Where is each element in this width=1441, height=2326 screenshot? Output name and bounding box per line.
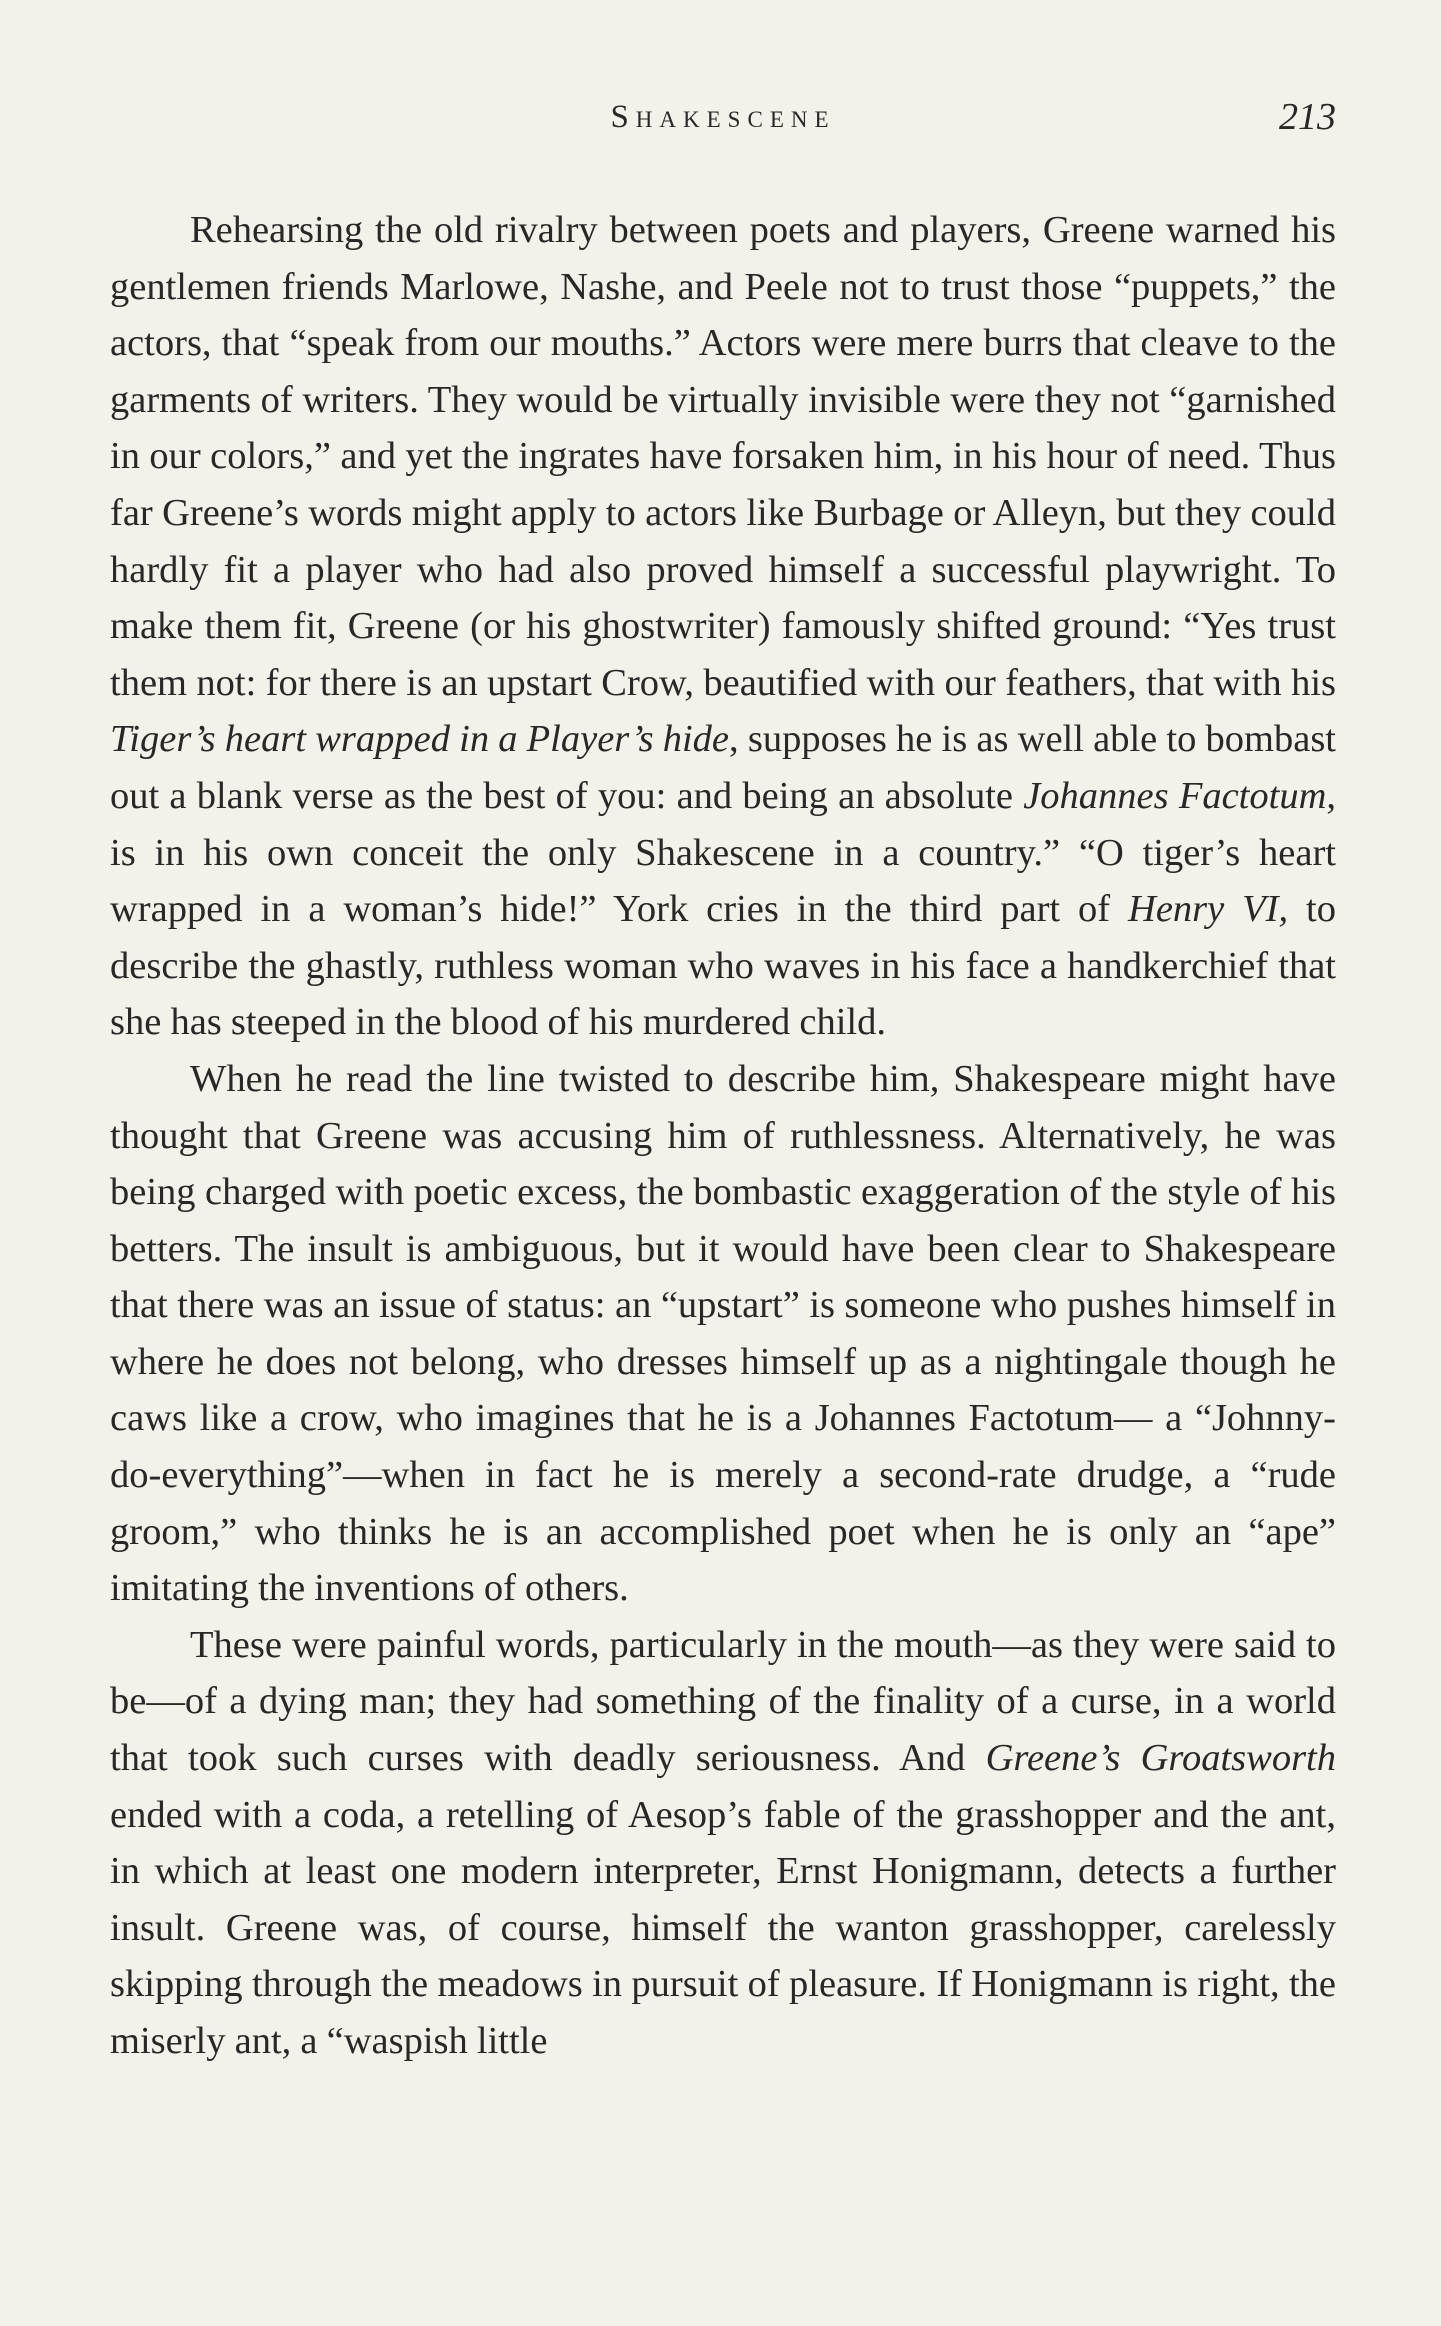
italic-run: Johannes Factotum — [1023, 774, 1327, 817]
italic-run: Greene’s Groatsworth — [985, 1737, 1336, 1780]
text-run: These were painful words, particularly in the mouth—as they were said to be—of a dying man; they had something of the finality of a curse, in a world that took such curses with deadly seriousness. And — [110, 1623, 1336, 1780]
italic-run: Henry VI, — [1128, 888, 1289, 931]
paragraph — [110, 1617, 1336, 2070]
running-title: Shakescene — [610, 99, 836, 135]
paragraph — [110, 1051, 1336, 1617]
text-run: ended with a coda, a retelling of Aesop’s fable of the grasshopper and the ant, in which at least one modern interpreter, Ernst Honigmann, detects a further insult. Greene was, of course, himself the wanton grasshopper, carelessly skipping through the meadows in pursuit of pleasure. If Honigmann is right, the miserly ant, a “waspish little — [110, 1793, 1336, 2062]
italic-run: Tiger’s heart wrapped in a Player’s hide — [110, 718, 730, 761]
paragraph — [110, 202, 1336, 1051]
body-text — [110, 202, 1336, 2070]
text-run: , supposes he is as well able to bombast out a blank verse as the best of you: and being an absolute — [110, 718, 1337, 817]
page-number: 213 — [1279, 96, 1336, 138]
text-run: to describe the ghastly, ruthless woman who waves in his face a handkerchief that she has steeped in the blood of his murdered child. — [110, 888, 1336, 1044]
text-run: Rehearsing the old rivalry between poets and players, Greene warned his gentlemen friends Marlowe, Nashe, and Peele not to trust those “puppets,” the actors, that “speak from our mouths.” Actors were mere burrs that cleave to the garments of writers. They would be virtually invisible were they not “garnished in our colors,” and yet the ingrates have forsaken him, in his hour of need. Thus far Greene’s words might apply to actors like Burbage or Alleyn, but they could hardly fit a player who had also proved himself a successful playwright. To make them fit, Greene (or his ghostwriter) famously shifted ground: “Yes trust them not: for there is an upstart Crow, beautified with our feathers, that with his — [110, 209, 1336, 704]
book-page — [110, 0, 1336, 2326]
text-run: When he read the line twisted to describe him, Shakespeare might have thought that Greene was accusing him of ruthlessness. Alternatively, he was being charged with poetic excess, the bombastic exaggeration of the style of his betters. The insult is ambiguous, but it would have been clear to Shakespeare that there was an issue of status: an “upstart” is someone who pushes himself in where he does not belong, who dresses himself up as a nightingale though he caws like a crow, who imagines that he is a Johannes Factotum— a “Johnny-do-everything”—when in fact he is merely a second-rate drudge, a “rude groom,” who thinks he is an accomplished poet when he is only an “ape” imitating the inventions of others. — [110, 1057, 1336, 1610]
text-run: , is in his own conceit the only Shakescene in a country.” “O tiger’s heart wrapped in a woman’s hide!” York cries in the third part of — [110, 774, 1336, 931]
running-head — [110, 92, 1336, 142]
